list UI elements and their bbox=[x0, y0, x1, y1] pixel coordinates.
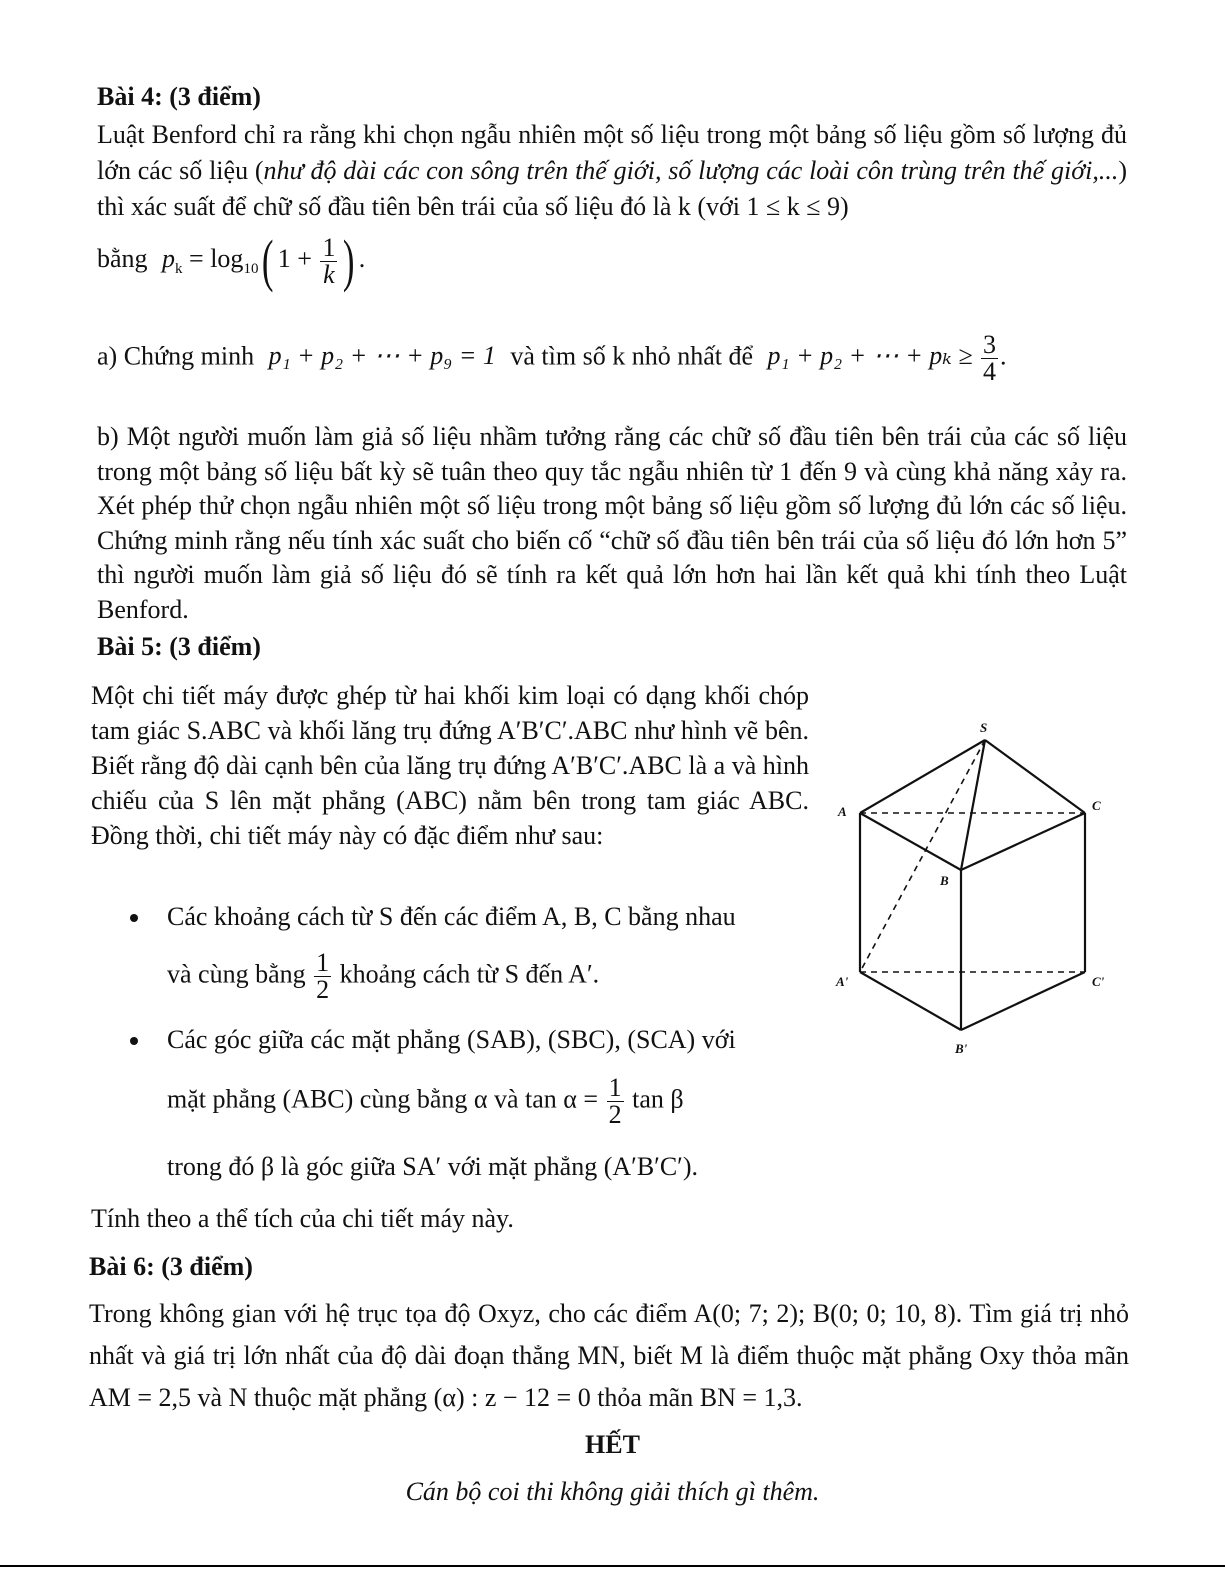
formula-num: 1 bbox=[322, 232, 336, 262]
edge-SA1-hidden bbox=[860, 740, 985, 972]
label-C1: C' bbox=[1092, 974, 1105, 989]
edge-SC bbox=[985, 740, 1085, 813]
part-a-prefix: a) Chứng minh bbox=[97, 341, 255, 371]
bai5-heading: Bài 5: (3 điểm) bbox=[97, 632, 261, 661]
bai4-intro-italic: như độ dài các con sông trên thế giới, số lượng các loài côn trùng trên thế giới,... bbox=[263, 156, 1119, 185]
bullet1-line2 bbox=[167, 950, 599, 1003]
part-a-middle: và tìm số k nhỏ nhất để bbox=[510, 341, 754, 371]
bai4-intro-part1: Luật Benford chỉ ra rằng khi chọn ngẫu nhiên một số liệu trong một bảng số liệu gồm số lượng đủ lớn các số liệu ( bbox=[97, 120, 1127, 185]
bullet2-frac bbox=[607, 1075, 624, 1128]
formula-sub: k bbox=[175, 261, 183, 278]
end-marker: HẾT bbox=[585, 1430, 640, 1459]
part-a-sum2: p₁ + p₂ + ⋯ + pₖ ≥ bbox=[767, 341, 973, 371]
formula-base: 10 bbox=[243, 261, 259, 278]
bai4-part-a: a) Chứng minh p₁ + p₂ + ⋯ + p₉ = 1 và tìm số k nhỏ nhất để p₁ + p₂ + ⋯ + pₖ ≥ $\frac{3}{4}$ . bbox=[97, 330, 1007, 386]
formula-prefix: bằng bbox=[97, 243, 148, 273]
bullet2-line2-a: mặt phẳng (ABC) cùng bằng α và tan α = bbox=[167, 1084, 599, 1114]
bullet1-frac bbox=[314, 950, 331, 1003]
bullet-1 bbox=[130, 914, 138, 922]
paren-close: ) bbox=[343, 228, 355, 293]
bullet1-num: 1 bbox=[316, 948, 330, 977]
bullet1-den: 2 bbox=[316, 975, 330, 1004]
footer-note: Cán bộ coi thi không giải thích gì thêm. bbox=[405, 1477, 820, 1506]
bai4-heading: Bài 4: (3 điểm) bbox=[97, 82, 261, 111]
bullet2-line1: Các góc giữa các mặt phẳng (SAB), (SBC), (SCA) với bbox=[167, 1025, 736, 1054]
bullet2-den: 2 bbox=[608, 1100, 622, 1129]
label-B: B bbox=[940, 873, 949, 888]
formula-eq: = log bbox=[182, 243, 244, 273]
bullet2-line2-b: tan β bbox=[632, 1084, 684, 1114]
formula-lhs: p bbox=[162, 243, 176, 273]
label-A: A bbox=[838, 804, 847, 819]
formula-den: k bbox=[323, 259, 335, 289]
edge-SB bbox=[961, 740, 985, 870]
bai6-body: Trong không gian với hệ trục tọa độ Oxyz, cho các điểm A(0; 7; 2); B(0; 0; 10, 8). Tìm giá trị nhỏ nhất và giá trị lớn nhất của độ dài đoạn thẳng MN, biết M là điểm thuộc mặt phẳng Oxy thỏa mãn AM = 2,5 và N thuộc mặt phẳng (α) : z − 12 = 0 thỏa mãn BN = 1,3. bbox=[89, 1299, 1129, 1412]
edge-BC bbox=[961, 813, 1085, 870]
page-bottom-rule bbox=[0, 1565, 1225, 1567]
edge-AB bbox=[860, 813, 961, 870]
bullet1-line2-b: khoảng cách từ S đến A′. bbox=[339, 959, 600, 989]
edge-A1B1 bbox=[860, 972, 961, 1030]
part-a-frac bbox=[981, 332, 998, 385]
edge-SA bbox=[860, 740, 985, 813]
prism-pyramid-figure bbox=[830, 710, 1130, 1070]
bullet2-line3: trong đó β là góc giữa SA′ với mặt phẳng (A′B′C′). bbox=[167, 1152, 699, 1181]
edge-B1C1 bbox=[961, 972, 1085, 1030]
bai5-intro: Một chi tiết máy được ghép từ hai khối kim loại có dạng khối chóp tam giác S.ABC và khối lăng trụ đứng A′B′C′.ABC như hình vẽ bên. Biết rằng độ dài cạnh bên của lăng trụ đứng A′B′C′.ABC là a và hình chiếu của S lên mặt phẳng (ABC) nằm bên trong tam giác ABC. Đồng thời, chi tiết máy này có đặc điểm như sau: bbox=[91, 681, 809, 850]
bullet1-line1: Các khoảng cách từ S đến các điểm A, B, C bằng nhau bbox=[167, 902, 736, 931]
part-a-sum1: p₁ + p₂ + ⋯ + p₉ = 1 bbox=[268, 341, 496, 371]
bullet2-line2 bbox=[167, 1075, 684, 1128]
formula-one: 1 + bbox=[277, 243, 319, 273]
label-B1: B' bbox=[955, 1041, 968, 1056]
label-A1: A' bbox=[836, 974, 849, 989]
part-a-num: 3 bbox=[983, 330, 996, 359]
part-a-den: 4 bbox=[983, 357, 996, 386]
bai4-intro bbox=[97, 117, 1127, 225]
formula-frac bbox=[320, 232, 337, 289]
bai4-part-b: b) Một người muốn làm giả số liệu nhầm tưởng rằng các chữ số đầu tiên bên trái của các số liệu trong một bảng số liệu bất kỳ sẽ tuân theo quy tắc ngẫu nhiên từ 1 đến 9 và cùng khả năng xảy ra. Xét phép thử chọn ngẫu nhiên một số liệu trong một bảng số liệu gồm số lượng đủ lớn các số liệu. Chứng minh rằng nếu tính xác suất cho biến cố “chữ số đầu tiên bên trái của số liệu đó lớn hơn 5” thì người muốn làm giả số liệu đó sẽ tính ra kết quả lớn hơn hai lần kết quả khi tính theo Luật Benford. bbox=[97, 422, 1127, 624]
bullet2-num: 1 bbox=[608, 1073, 622, 1102]
bai4-intro-part2: ) thì xác suất để chữ số đầu tiên bên trái của số liệu đó là k (với 1 ≤ k ≤ 9) bbox=[97, 156, 1127, 221]
bai6-heading: Bài 6: (3 điểm) bbox=[89, 1252, 253, 1281]
paren-open: ( bbox=[262, 228, 274, 293]
bai4-formula: bằng $p_k = \log_{10}$( 1 + $\frac{1}{k}$ ) . bbox=[97, 228, 366, 293]
bullet-2 bbox=[130, 1037, 138, 1045]
bullet1-line2-a: và cùng bằng bbox=[167, 959, 306, 989]
label-S: S bbox=[980, 720, 988, 735]
label-C: C bbox=[1092, 798, 1101, 813]
bai5-closing: Tính theo a thể tích của chi tiết máy này. bbox=[91, 1204, 514, 1233]
